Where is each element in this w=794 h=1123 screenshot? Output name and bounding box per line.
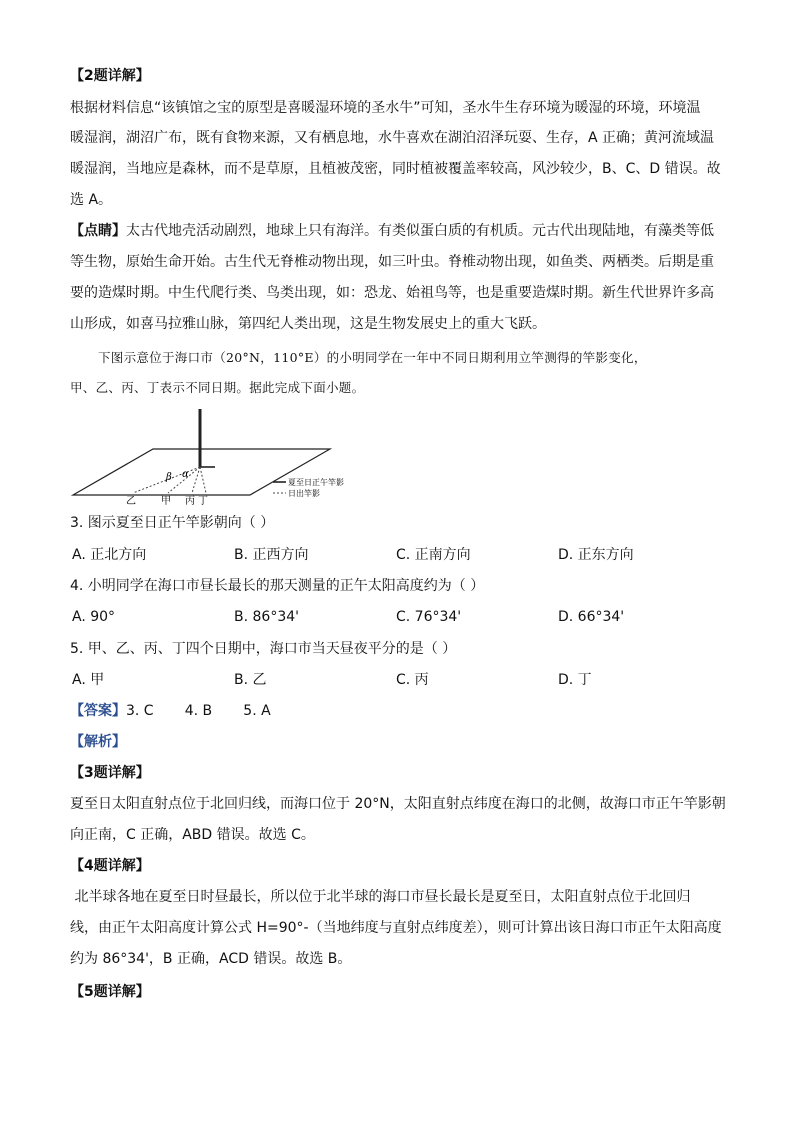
question-4-option-a: A. 90° [72,609,116,625]
q2-line: 选 A。 [70,192,113,208]
beta-label: β [166,472,172,483]
label-bing: 丙 [185,496,195,505]
tip-line: 等生物，原始生命开始。古生代无脊椎动物出现，如三叶虫。脊椎动物出现，如鱼类、两栖类。后期是重 [70,254,714,270]
q4-heading: 【4题详解】 [70,858,150,874]
sunrise-shadow-bing [192,467,200,493]
q3-line: 夏至日太阳直射点位于北回归线，而海口位于 20°N，太阳直射点纬度在海口的北侧，故海口市正午竿影朝 [70,796,726,812]
q2-line: 暖湿润，当地应是森林，而不是草原，且植被茂密，同时植被覆盖率较高，风沙较少，B、C、D 错误。故 [70,161,721,177]
analysis-heading: 【解析】 [70,734,126,750]
question-5-option-d: D. 丁 [558,672,592,688]
q4-line: 约为 86°34'，B 正确，ACD 错误。故选 B。 [70,951,352,967]
answer-line [70,701,271,721]
question-3-option-c: C. 正南方向 [396,547,471,563]
answer-heading: 【答案】 [70,703,126,719]
question-3-option-d: D. 正东方向 [558,547,634,563]
alpha-label: α [182,469,189,480]
question-4-stem: 4. 小明同学在海口市昼长最长的那天测量的正午太阳高度约为（ ） [70,578,485,594]
label-jia: 甲 [161,496,171,505]
question-5-option-b: B. 乙 [234,672,267,688]
label-yi: 乙 [126,496,136,505]
intro-line: 下图示意位于海口市（20°N，110°E）的小明同学在一年中不同日期利用立竿测得的竿影变化， [98,350,647,365]
q3-line: 向正南，C 正确，ABD 错误。故选 C。 [70,827,315,843]
legend-sunrise-label: 日出竿影 [288,489,320,498]
pole-shadow-diagram [68,405,368,505]
intro-line: 甲、乙、丙、丁表示不同日期。据此完成下面小题。 [70,380,365,395]
question-4-option-b: B. 86°34' [234,609,299,625]
legend-noon-label: 夏至日正午竿影 [288,478,344,487]
label-ding: 丁 [198,496,208,505]
sunrise-shadow-ding [200,467,206,493]
q2-line: 根据材料信息“该镇馆之宝的原型是喜暖湿环境的圣水牛”可知，圣水牛生存环境为暖湿的环境，环境温 [70,100,701,116]
q4-line: 北半球各地在夏至日时昼最长，所以位于北半球的海口市昼长最长是夏至日，太阳直射点位于北回归 [70,889,691,905]
question-4-option-d: D. 66°34' [558,609,625,625]
tip-line: 山形成，如喜马拉雅山脉，第四纪人类出现，这是生物发展史上的重大飞跃。 [70,316,546,332]
question-3-option-a: A. 正北方向 [72,547,147,563]
tip-heading: 【点睛】 [70,223,126,239]
q2-heading: 【2题详解】 [70,68,150,84]
answer-text: 3. C 4. B 5. A [126,703,271,719]
q4-line: 线，由正午太阳高度计算公式 H=90°-（当地纬度与直射点纬度差），则可计算出该日海口市正午太阳高度 [70,920,722,936]
tip-first-line [70,221,714,241]
q5-heading: 【5题详解】 [70,984,150,1000]
q2-line: 暖湿润，湖沼广布，既有食物来源，又有栖息地，水牛喜欢在湖泊沼泽玩耍、生存，A 正确；黄河流域温 [70,130,715,146]
q3-heading: 【3题详解】 [70,765,150,781]
question-4-option-c: C. 76°34' [396,609,462,625]
question-3-option-b: B. 正西方向 [234,547,309,563]
question-5-option-c: C. 丙 [396,672,429,688]
question-5-stem: 5. 甲、乙、丙、丁四个日期中，海口市当天昼夜平分的是（ ） [70,641,457,657]
question-3-stem: 3. 图示夏至日正午竿影朝向（ ） [70,515,275,531]
tip-first-text: 太古代地壳活动剧烈，地球上只有海洋。有类似蛋白质的有机质。元古代出现陆地，有藻类等低 [126,223,714,239]
tip-line: 要的造煤时期。中生代爬行类、鸟类出现，如：恐龙、始祖鸟等，也是重要造煤时期。新生代世界许多高 [70,285,714,301]
question-5-option-a: A. 甲 [72,672,105,688]
